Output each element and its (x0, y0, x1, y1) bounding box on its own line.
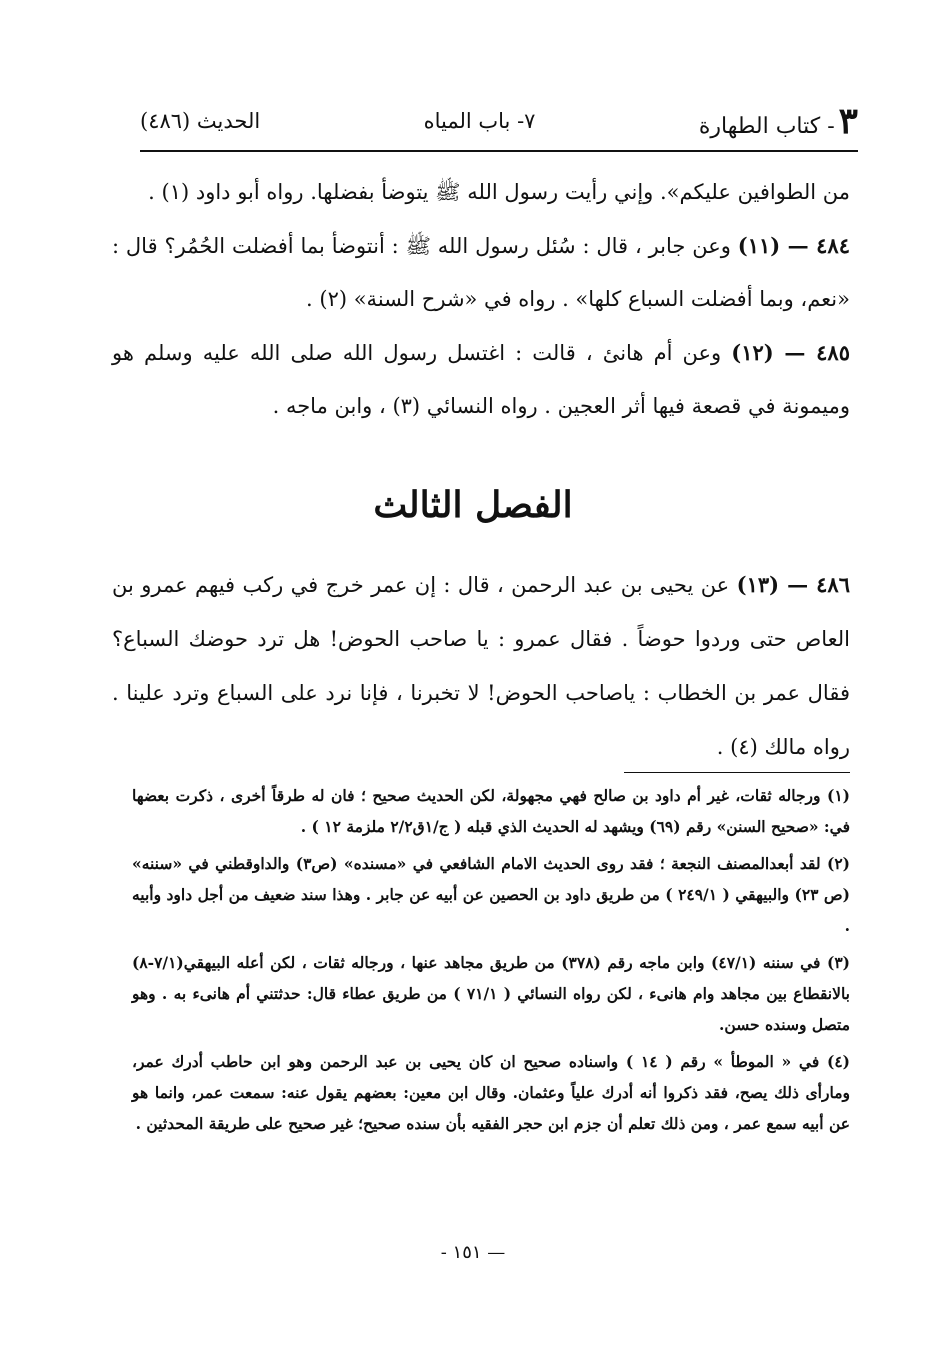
footnote-1: (١) ورجاله ثقات، غير أم داود بن صالح فهي مجهولة، لكن الحديث صحيح ؛ فان له طرقاً أخرى ، ذكرت بعضها في: «صحيح السنن» رقم (٦٩) ويشهد له الحديث الذي قبله ( ج/١ق٢/٢ ملزمة ١٢ ) . (132, 786, 850, 836)
footnote-4: (٤) في « الموطأ » رقم ( ١٤ ) واسناده صحيح ان كان يحيى بن عبد الرحمن وهو ابن حاطب أدرك عمر، ومارأى ذلك يصح، فقد ذكروا أنه أدرك علياً وعثمان. وقال ابن معين: بعضهم يقول عنه: سمعت عمر، وانما هو عن أبيه سمع عمر ، ومن ذلك تعلم أن جزم ابن حجر الفقيه بأن سنده صحيح؛ غير صحيح على طريقة المحدثين . (132, 1052, 850, 1133)
page-number: — ١٥١ - (440, 1242, 506, 1263)
paragraph-continuation: من الطوافين عليكم». وإني رأيت رسول الله ﷺ يتوضأ بفضلها. رواه أبو داود (١) . (148, 180, 850, 204)
hadith-number: ٤٨٦ — (١٣) (736, 572, 850, 597)
hadith-text: وعن جابر ، قال : سُئل رسول الله ﷺ : أنتوضأ بما أفضلت الحُمُر؟ قال : «نعم، وبما أفضلت السباع كلها» . رواه في «شرح السنة» (٢) . (112, 234, 850, 311)
header-chapter: ٧- باب المياه (423, 109, 536, 133)
footnotes (132, 780, 850, 1145)
section-title: الفصل الثالث (373, 484, 573, 526)
section-text (112, 558, 850, 774)
hadith-number: ٤٨٤ — (١١) (737, 233, 850, 258)
hadith-number: ٤٨٥ — (١٢) (731, 340, 850, 365)
paragraph-hadith-484 (112, 219, 850, 326)
header-rule (140, 150, 858, 152)
hadith-text: عن يحيى بن عبد الرحمن ، قال : إن عمر خرج في ركب فيهم عمرو بن العاص حتى وردوا حوضاً . فقال عمرو : يا صاحب الحوض! هل ترد حوضك السباع؟ فقال عمر بن الخطاب : ياصاحب الحوض! لا تخبرنا ، فإنا نرد على السباع وترد علينا . رواه مالك (٤) . (112, 573, 850, 759)
paragraph-hadith-486 (112, 558, 850, 774)
header-hadith-ref: الحديث (٤٨٦) (140, 109, 261, 133)
running-header (140, 100, 858, 142)
footnote-3: (٣) في سننه (٤٧/١) وابن ماجه رقم (٣٧٨) من طريق مجاهد عنها ، ورجاله ثقات ، لكن أعله البيهقي(٧/١-٨) بالانقطاع بين مجاهد وام هانىء ، لكن رواه النسائي ( ٧١/١ ) من طريق عطاء قال: حدثتني أم هانىء به . وهو متصل وسنده حسن. (132, 953, 850, 1034)
footnote-rule (624, 772, 850, 773)
footnote-2: (٢) لقد أبعدالمصنف النجعة ؛ فقد روى الحديث الامام الشافعي في «مسنده» (ص٣) والداوقطني في «سننه» (ص ٢٣) والبيهقي ( ٢٤٩/١ ) من طريق داود بن الحصين عن أبيه عن جابر . وهذا سند ضعيف من أجل داود وأبيه . (132, 854, 850, 935)
header-book-number: ٣ (838, 100, 858, 142)
hadith-text: وعن أم هانئ ، قالت : اغتسل رسول الله صلى الله عليه وسلم هو وميمونة في قصعة فيها أثر العجين . رواه النسائي (٣) ، وابن ماجه . (112, 341, 850, 418)
paragraph-hadith-485 (112, 326, 850, 433)
main-text (112, 166, 850, 433)
header-book (699, 100, 858, 142)
header-book-title: - كتاب الطهارة (698, 114, 835, 139)
